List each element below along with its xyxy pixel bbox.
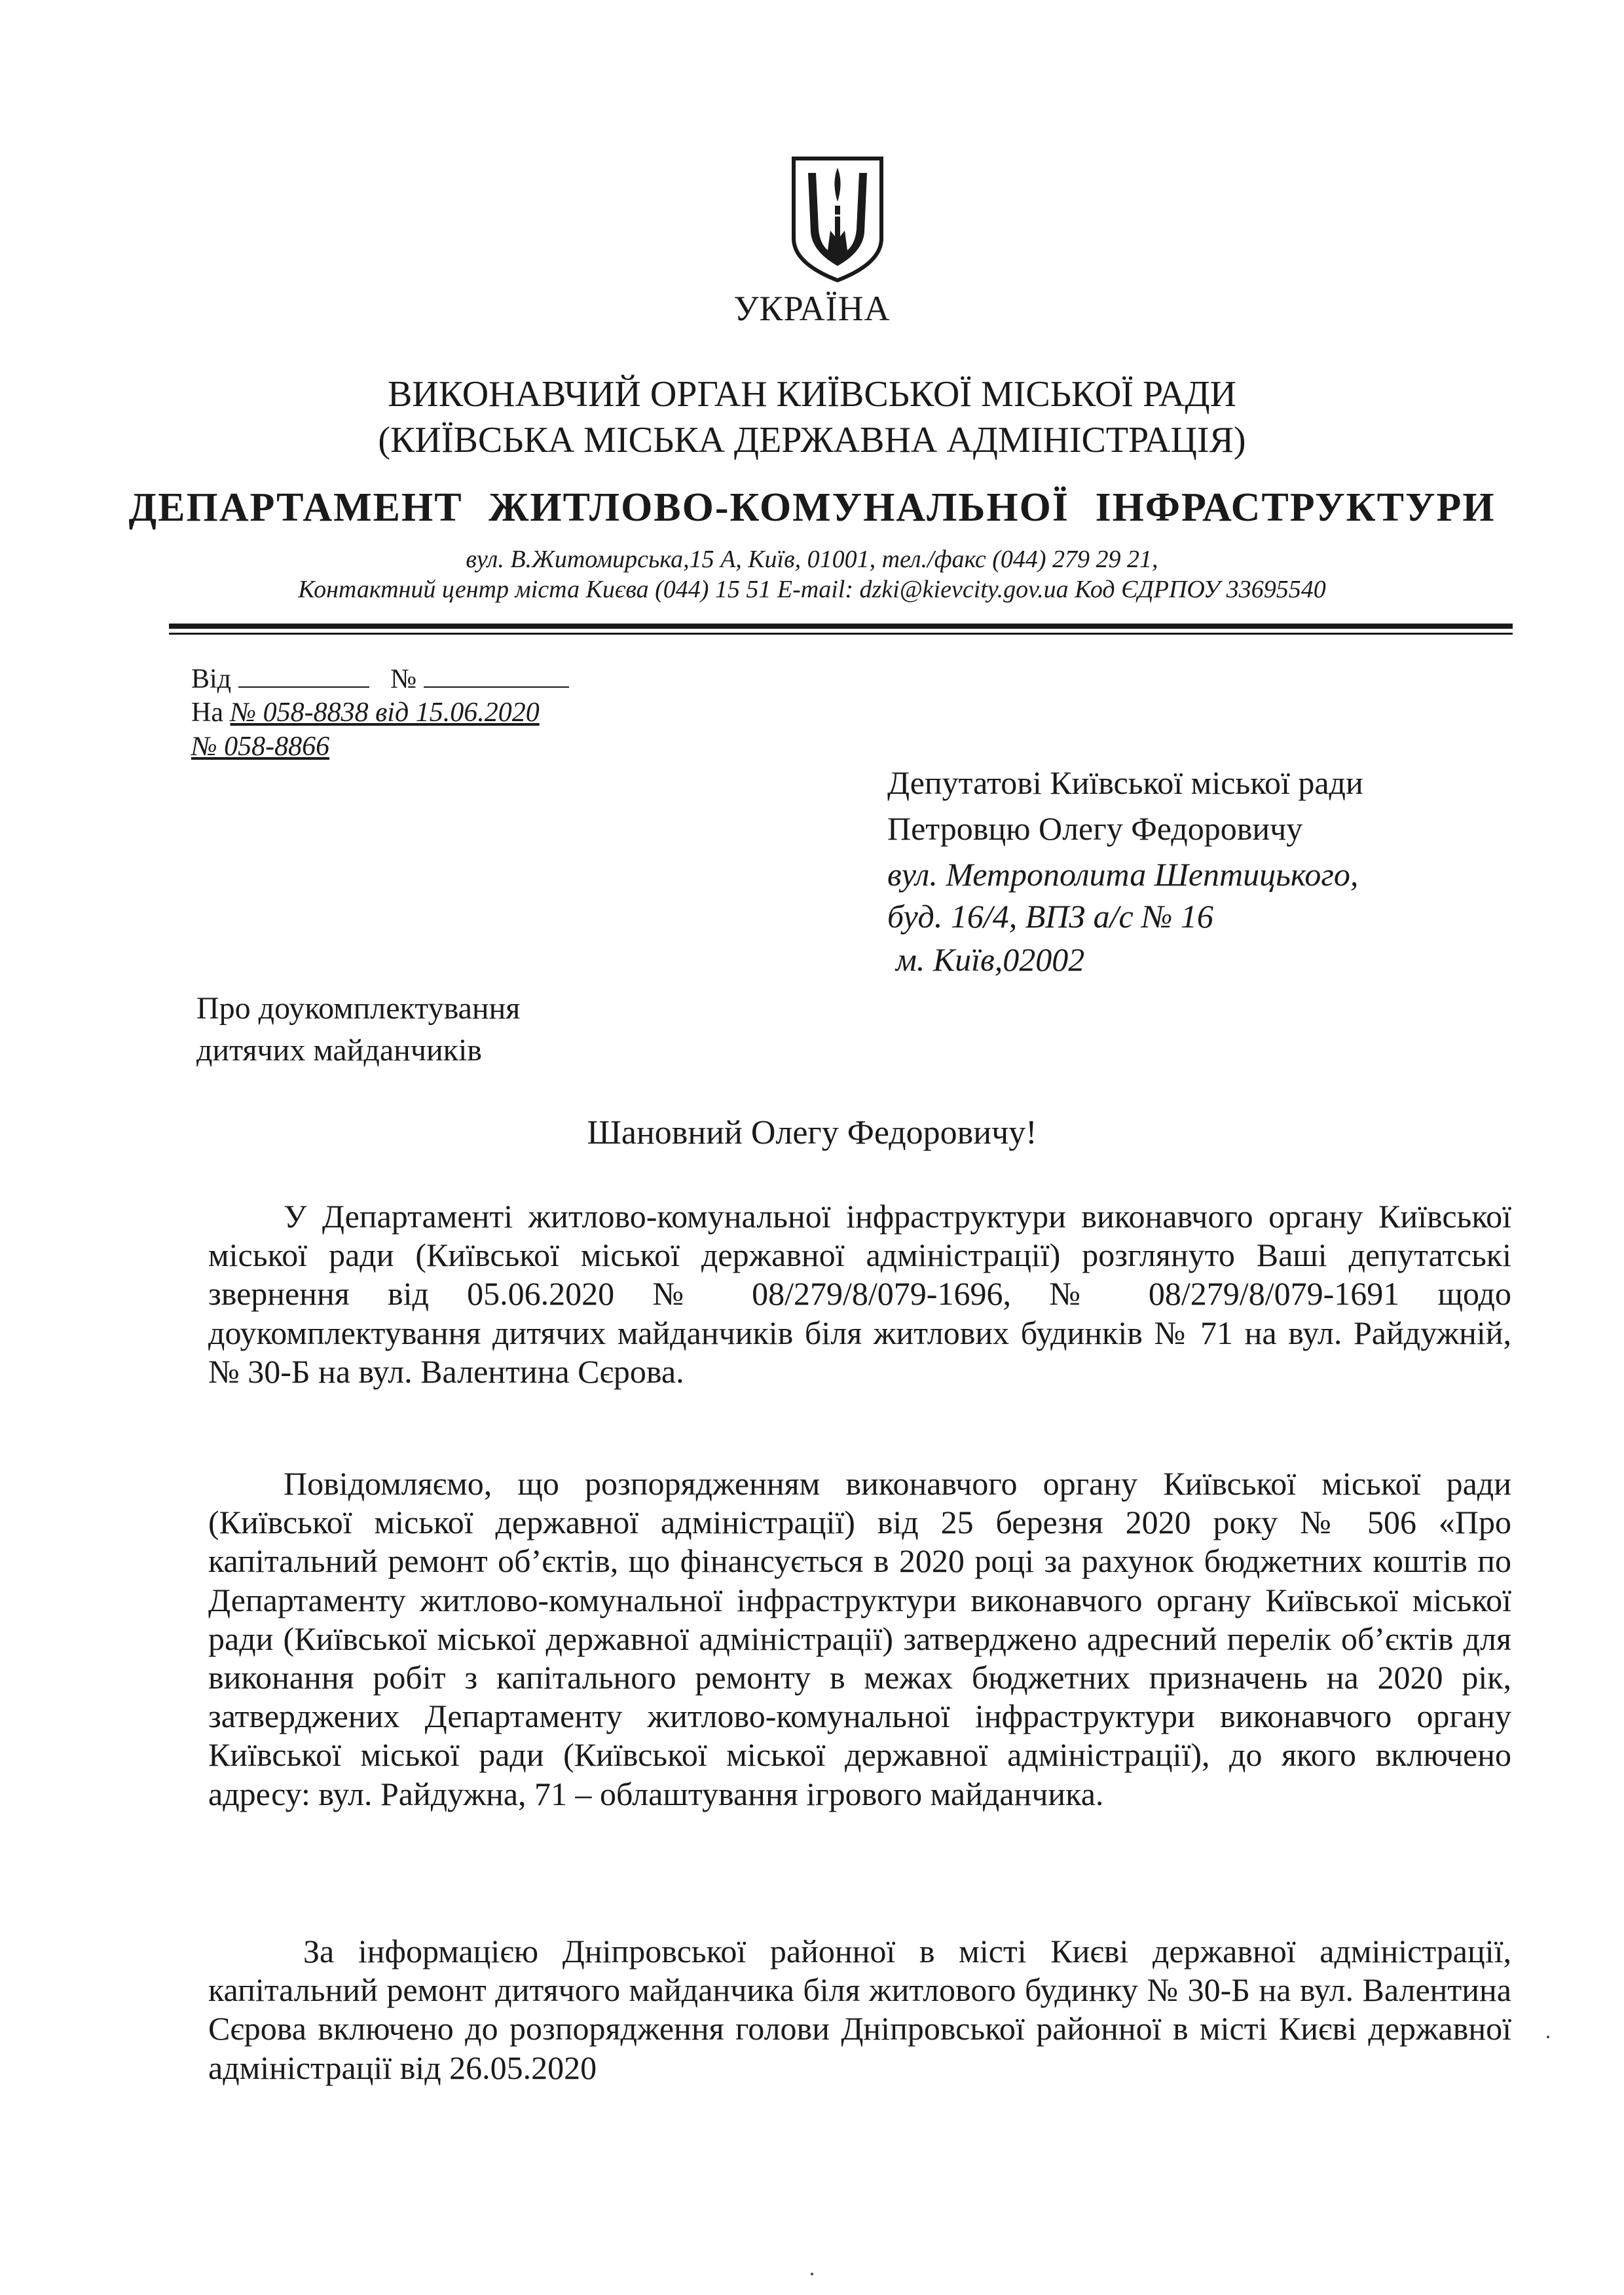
body-paragraph-2: Повідомляємо, що розпорядженням виконавчого органу Київської міської ради (Київської міської державної адміністрації) від 25 березня 2020 року № 506 «Про капітальний ремонт об’єктів, що фінансується в 2020 році за рахунок бюджетних коштів по Департаменту житлово-комунальної інфраструктури виконавчого органу Київської міської ради (Київської міської державної адміністрації) затверджено адресний перелік об’єктів для виконання робіт з капітального ремонту в межах бюджетних призначень на 2020 рік, затверджених Департаменту житлово-комунальної інфраструктури виконавчого органу Київської міської ради (Київської міської державної адміністрації), до якого включено адресу: вул. Райдужна, 71 – облаштування ігрового майданчика. bbox=[208, 1465, 1511, 1812]
date-blank bbox=[238, 663, 369, 688]
scan-speck bbox=[811, 2273, 813, 2275]
letterhead-divider bbox=[169, 624, 1513, 629]
reply-to-prefix: На bbox=[191, 698, 223, 728]
body-paragraph-3: За інформацією Дніпровської районної в місті Києві державної адміністрації, капітальний ремонт дитячого майданчика біля житлового будинку № 30-Б на вул. Валентина Сєрова включено до розпорядження голови Дніпровської районної в місті Києві державної адміністрації від 26.05.2020 bbox=[208, 1933, 1511, 2086]
addressee-name: Петровцю Олегу Федоровичу bbox=[887, 810, 1303, 847]
organization-name: ВИКОНАВЧИЙ ОРГАН КИЇВСЬКОЇ МІСЬКОЇ РАДИ bbox=[387, 374, 1237, 415]
outgoing-reference bbox=[191, 663, 569, 695]
letterhead-contacts: Контактний центр міста Києва (044) 15 51 E-mail: dzki@kievcity.gov.ua Код ЄДРПОУ 33695540 bbox=[298, 576, 1326, 603]
addressee-city: м. Київ,02002 bbox=[896, 941, 1085, 978]
salutation: Шановний Олегу Федоровичу! bbox=[587, 1114, 1037, 1151]
letterhead-address: вул. В.Житомирська,15 А, Київ, 01001, тел./факс (044) 279 29 21, bbox=[466, 546, 1158, 573]
incoming-reference bbox=[191, 697, 540, 728]
coat-of-arms-icon bbox=[788, 153, 887, 284]
body-paragraph-1: У Департаменті житлово-комунальної інфраструктури виконавчого органу Київської міської ради (Київської міської державної адміністрації) розглянуто Ваші депутатські звернення від 05.06.2020 № 08/279/8/079-1696, № 08/279/8/079-1691 щодо доукомплектування дитячих майданчиків біля житлових будинків № 71 на вул. Райдужній, № 30-Б на вул. Валентина Сєрова. bbox=[208, 1198, 1511, 1390]
second-reference-number: № 058-8866 bbox=[191, 732, 330, 762]
letterhead-divider-thin bbox=[169, 633, 1513, 635]
reply-to-number: № 058-8838 від 15.06.2020 bbox=[230, 698, 540, 728]
addressee-title: Депутатові Київської міської ради bbox=[887, 764, 1363, 801]
subject-line-1: Про доукомплектування bbox=[196, 991, 521, 1026]
addressee-street: вул. Метрополита Шептицького, bbox=[887, 856, 1359, 893]
number-blank bbox=[424, 663, 569, 688]
country-name: УКРАЇНА bbox=[733, 289, 891, 328]
addressee-building: буд. 16/4, ВПЗ а/с № 16 bbox=[887, 898, 1213, 935]
subject-line-2: дитячих майданчиків bbox=[196, 1033, 482, 1068]
department-name: ДЕПАРТАМЕНТ ЖИТЛОВО-КОМУНАЛЬНОЇ ІНФРАСТРУКТУРИ bbox=[128, 485, 1496, 530]
from-label: Від bbox=[191, 664, 232, 694]
number-label: № bbox=[390, 664, 417, 694]
scan-speck bbox=[1547, 2036, 1549, 2038]
incoming-reference-second bbox=[191, 731, 329, 762]
organization-subtitle: (КИЇВСЬКА МІСЬКА ДЕРЖАВНА АДМІНІСТРАЦІЯ) bbox=[378, 420, 1246, 460]
